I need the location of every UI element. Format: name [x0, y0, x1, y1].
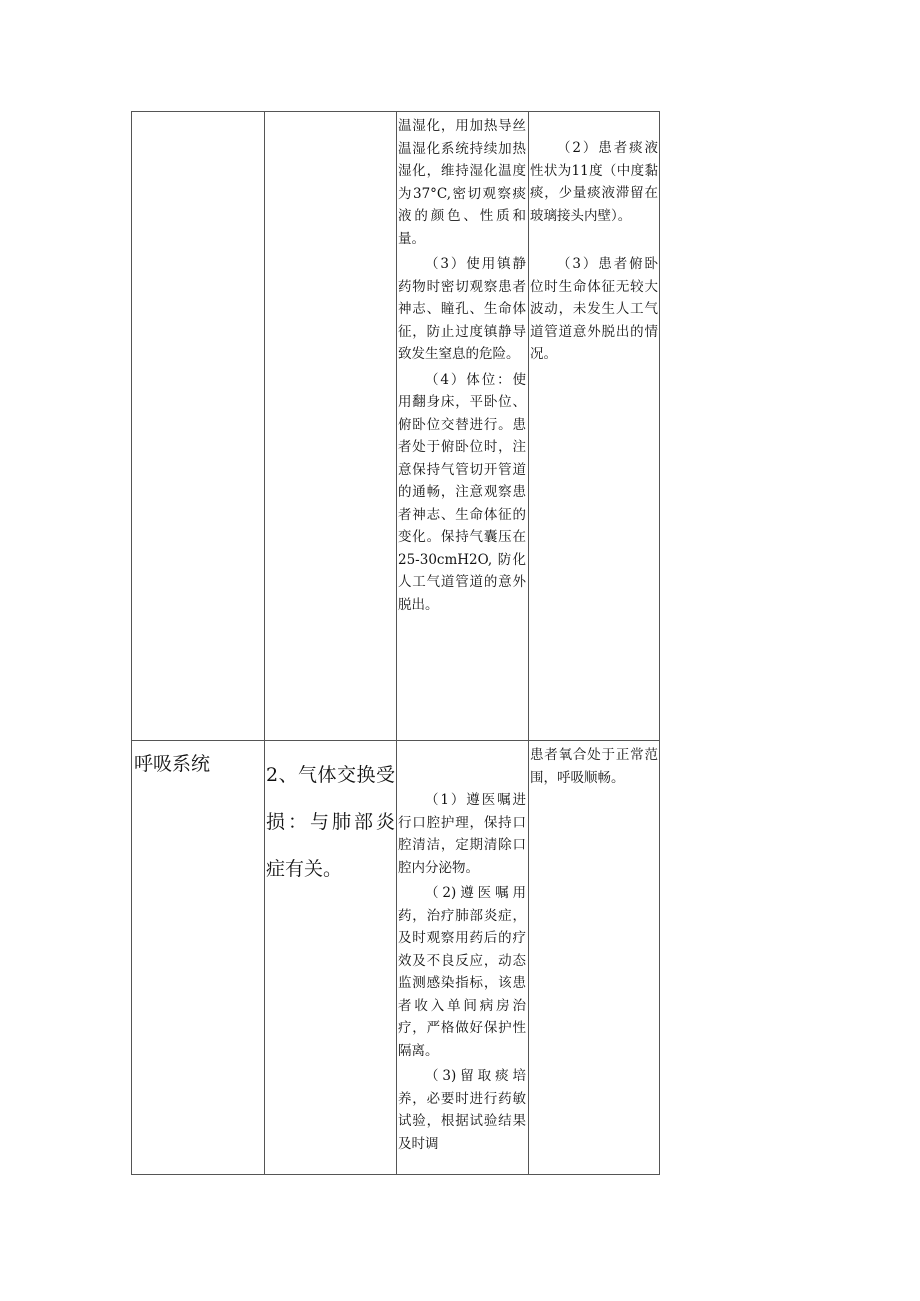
row-divider: [132, 740, 659, 741]
nursing-care-table: [131, 111, 660, 1175]
evaluation-paragraph: 患者氧合处于正常范围，呼吸顺畅。: [530, 747, 658, 786]
measure-paragraph: （4）体位：使用翻身床，平卧位、俯卧位交替进行。患者处于俯卧位时，注意保持气管切开管道的通畅，注意观察患者神志、生命体征的变化。保持气囊压在25-30cmH2O, 防化人工气道管道的意外脱出。: [398, 371, 526, 613]
measure-paragraph: 温湿化，用加热导丝温湿化系统持续加热湿化，维持湿化温度为37°C,密切观察痰液的颜色、性质和量。: [398, 118, 526, 247]
measure-paragraph: （3）使用镇静药物时密切观察患者神志、瞳孔、生命体征，防止过度镇静导致发生窒息的危险。: [398, 256, 526, 362]
row1-diagnosis-cell: [265, 112, 396, 740]
evaluation-paragraph: （2）患者痰液性状为11度（中度黏痰，少量痰液滞留在玻璃接头内壁）。: [530, 140, 658, 224]
row2-system-cell: [134, 752, 263, 776]
row2-diagnosis-cell: [265, 752, 396, 893]
measure-paragraph: （1）遵医嘱进行口腔护理，保持口腔清洁，定期清除口腔内分泌物。: [398, 792, 526, 876]
row1-system-cell: [133, 112, 264, 740]
row2-evaluation-cell: [529, 744, 660, 792]
row2-diagnosis-text: 2、气体交换受损：与肺部炎症有关。: [266, 764, 395, 880]
measure-paragraph: （2)遵医嘱用药，治疗肺部炎症，及时观察用药后的疗效及不良反应，动态监测感染指标，该患者收入单间病房治疗，严格做好保护性隔离。: [398, 885, 526, 1059]
row1-evaluation-cell: [529, 137, 660, 369]
measure-paragraph: （3)留取痰培养，必要时进行药敏试验，根据试验结果及时调: [398, 1068, 526, 1152]
row2-measures-cell: [397, 789, 528, 1158]
row1-measures-cell: [397, 115, 528, 619]
row2-system-text: 呼吸系统: [134, 753, 211, 775]
evaluation-paragraph: （3）患者俯卧位时生命体征无较大波动，未发生人工气道管道意外脱出的情况。: [530, 256, 658, 362]
